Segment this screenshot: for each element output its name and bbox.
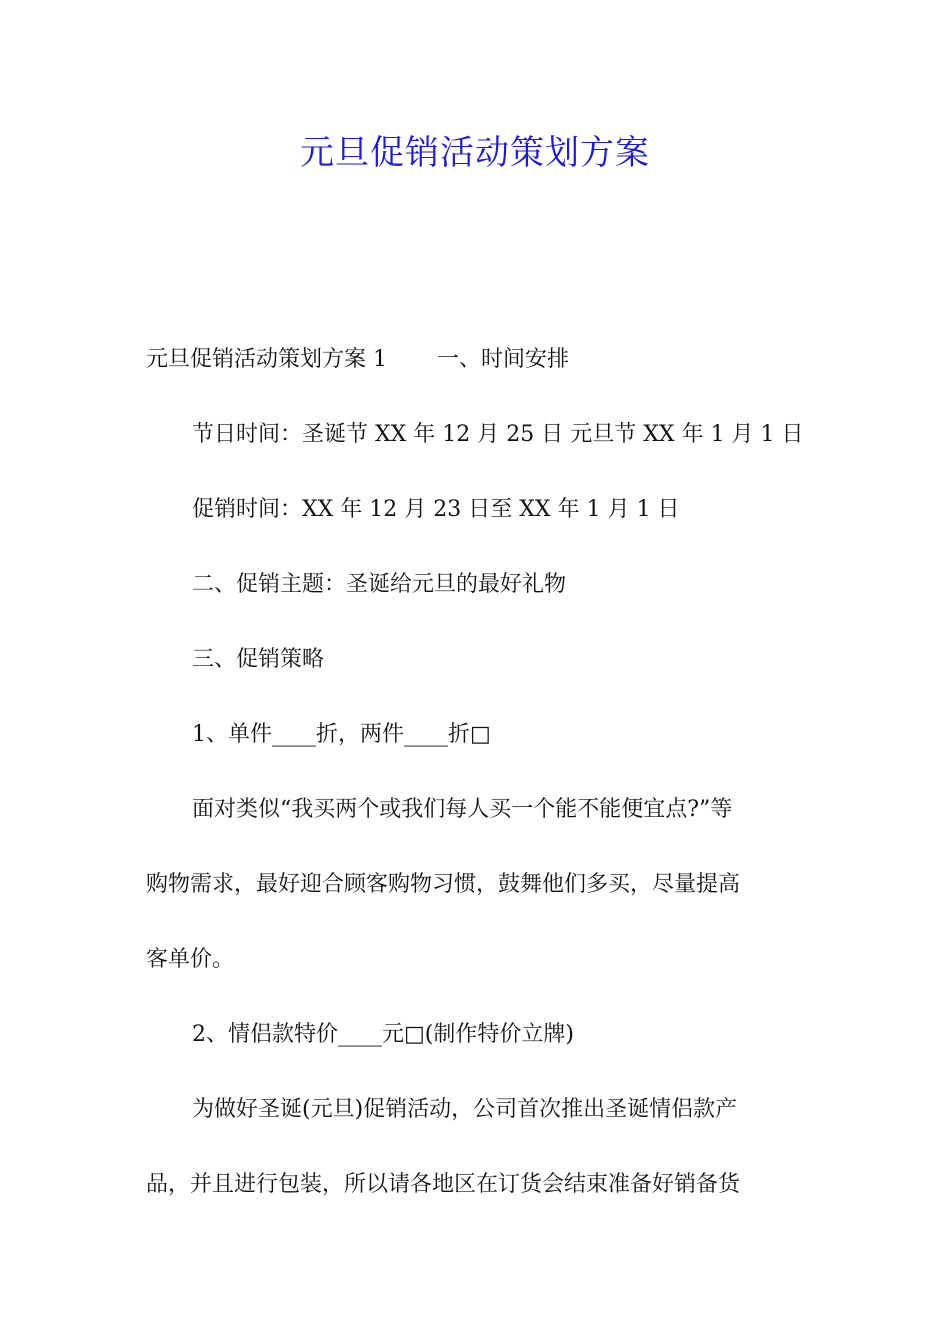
- paragraph-line: 1、单件____折，两件____折□: [192, 722, 491, 747]
- paragraph-line: 促销时间：XX 年 12 月 23 日至 XX 年 1 月 1 日: [192, 497, 680, 522]
- paragraph-line-heading: [146, 338, 808, 413]
- paragraph-line: 2、情侣款特价____元□(制作特价立牌): [192, 1022, 574, 1047]
- paragraph-line: 面对类似“我买两个或我们每人买一个能不能便宜点?”等: [192, 797, 733, 822]
- section-subtitle: 元旦促销活动策划方案 1: [146, 347, 387, 372]
- paragraph-line: 为做好圣诞(元旦)促销活动，公司首次推出圣诞情侣款产: [192, 1097, 738, 1122]
- paragraph-line: 购物需求，最好迎合顾客购物习惯，鼓舞他们多买，尽量提高: [146, 872, 741, 897]
- section-heading: 二、促销主题：圣诞给元旦的最好礼物: [192, 572, 567, 597]
- section-heading: 一、时间安排: [437, 347, 570, 372]
- section-heading: 三、促销策略: [192, 647, 325, 672]
- paragraph-line: 客单价。: [146, 947, 235, 972]
- document-body: [146, 338, 808, 1238]
- paragraph-line: 节日时间：圣诞节 XX 年 12 月 25 日 元旦节 XX 年 1 月 1 日: [192, 422, 804, 447]
- paragraph-line: 品，并且进行包装，所以请各地区在订货会结束准备好销备货: [146, 1172, 741, 1197]
- document-title: 元旦促销活动策划方案: [300, 133, 650, 173]
